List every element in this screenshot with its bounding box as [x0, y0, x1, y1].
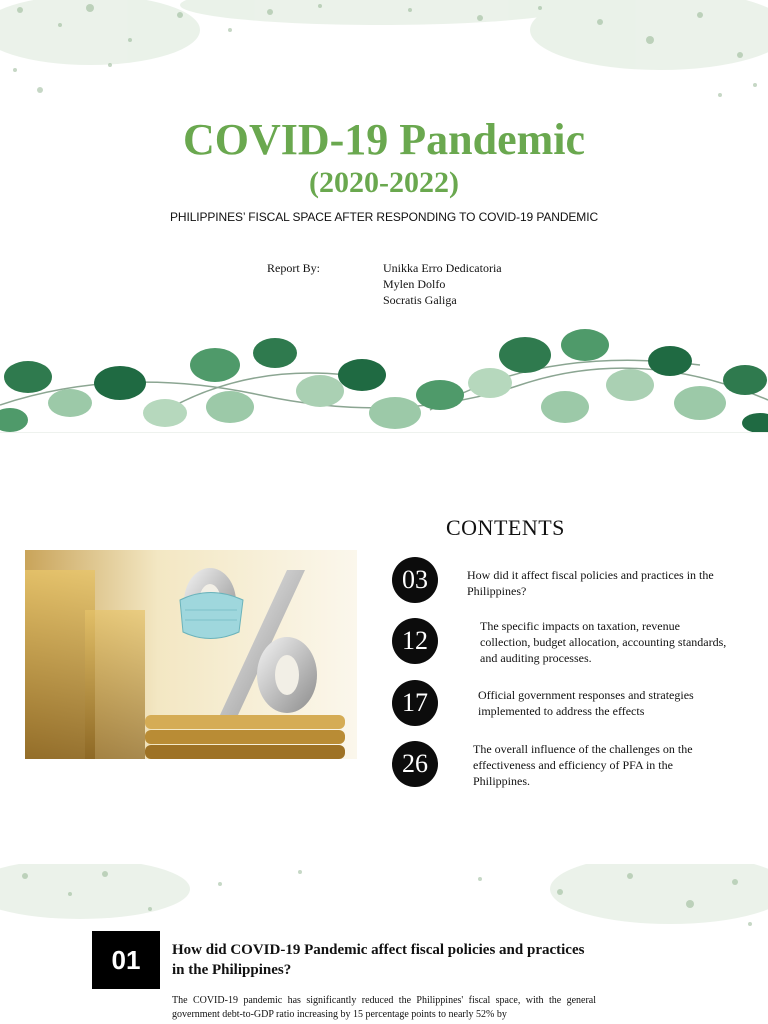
contents-number-1: 03: [392, 557, 438, 603]
cover-page: [0, 0, 768, 432]
subtitle: PHILIPPINES’ FISCAL SPACE AFTER RESPONDING TO COVID-19 PANDEMIC: [169, 210, 599, 224]
report-authors: [267, 260, 502, 308]
contents-item-2: The specific impacts on taxation, revenue collection, budget allocation, accounting standards, and auditing processes.: [480, 619, 727, 665]
contents-number-3: 17: [392, 680, 438, 726]
contents-item-1: How did it affect fiscal policies and practices in the Philippines?: [467, 568, 714, 598]
contents-page: [0, 432, 768, 864]
page-title: COVID-19 Pandemic: [182, 115, 586, 164]
section-body: The COVID-19 pandemic has significantly reduced the Philippines' fiscal space, with the general government debt-to-GDP ratio increasing by 15 percentage points to nearly 52% by: [172, 995, 596, 1020]
report-by-label: Report By:: [267, 261, 320, 275]
contents-number-2: 12: [392, 618, 438, 664]
author-3: Socratis Galiga: [383, 293, 457, 307]
section-number: 01: [92, 931, 160, 989]
contents-heading: CONTENTS: [446, 515, 565, 540]
contents-item-3: Official government responses and strategies implemented to address the effects: [478, 688, 694, 718]
title-years: (2020-2022): [309, 166, 459, 199]
contents-item-4: The overall influence of the challenges on the effectiveness and efficiency of PFA in the Philippines.: [473, 742, 693, 788]
section-title: How did COVID-19 Pandemic affect fiscal policies and practices in the Philippines?: [172, 942, 585, 978]
contents-number-4: 26: [392, 741, 438, 787]
coins-percent-mask-image: [25, 550, 357, 759]
author-2: Mylen Dolfo: [383, 277, 446, 291]
author-1: Unikka Erro Dedicatoria: [383, 261, 502, 275]
green-splatter-decoration: [0, 0, 768, 120]
eucalyptus-leaves-decoration: [0, 325, 768, 432]
section-page: [0, 864, 768, 1024]
